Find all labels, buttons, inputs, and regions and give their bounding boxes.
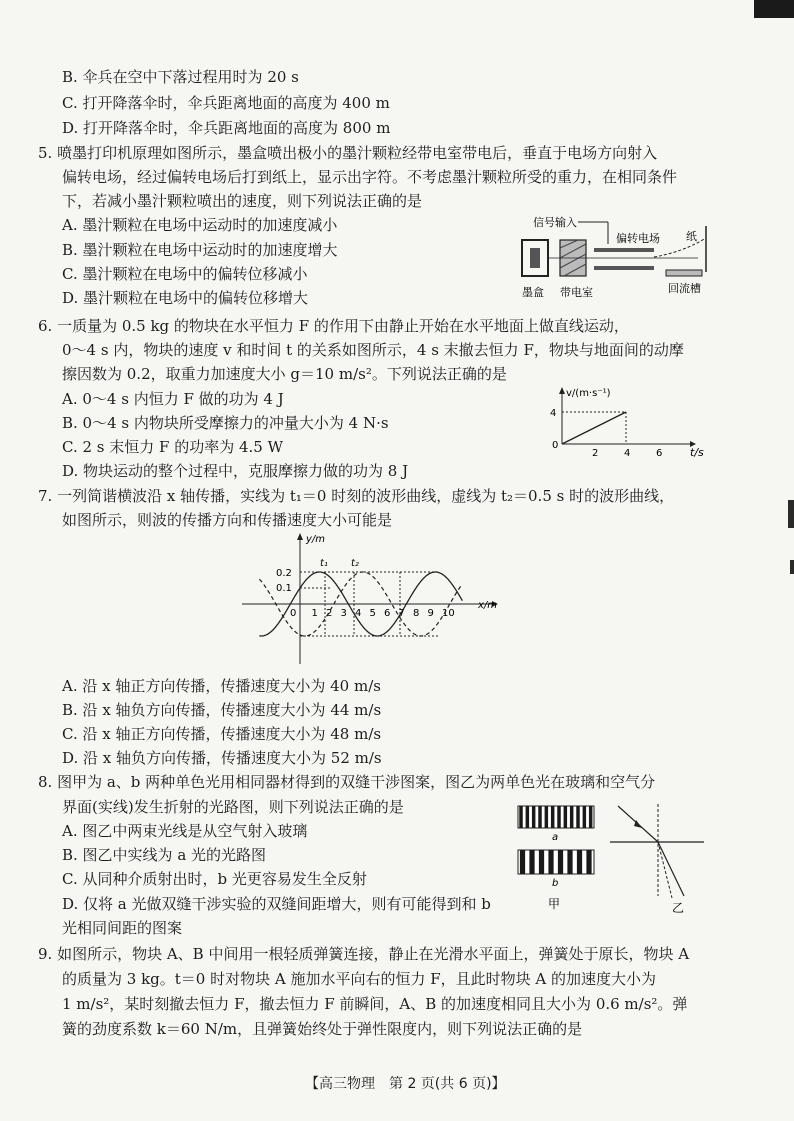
tick-x-1: 1 [311, 608, 318, 619]
q6-option-c: C. 2 s 末恒力 F 的功率为 4.5 W [62, 438, 284, 456]
dark-fringe [577, 850, 582, 874]
dark-fringe [519, 806, 522, 828]
scan-edge-mark [790, 560, 794, 574]
dark-fringe [583, 806, 586, 828]
return-gutter-label: 回流槽 [668, 282, 701, 295]
q6-stem: 0～4 s 内，物块的速度 v 和时间 t 的关系如图所示，4 s 末撤去恒力 F，物块与地面间的动摩 [62, 341, 684, 359]
tick-x-4: 4 [355, 608, 362, 619]
scan-edge-mark [788, 500, 794, 528]
velocity-time-graph [540, 384, 720, 464]
q6-stem: 擦因数为 0.2，取重力加速度大小 g＝10 m/s²。下列说法正确的是 [62, 365, 507, 383]
q9-stem: 1 m/s²，某时刻撤去恒力 F，撤去恒力 F 前瞬间，A、B 的加速度相同且大小为 0.6 m/s²。弹 [62, 995, 688, 1013]
q7-option-b: B. 沿 x 轴负方向传播，传播速度大小为 44 m/s [62, 701, 382, 719]
inkjet-printer-figure [508, 212, 718, 304]
dark-fringe [576, 806, 579, 828]
q8-option-c: C. 从同种介质射出时，b 光更容易发生全反射 [62, 870, 367, 888]
dark-fringe [545, 806, 548, 828]
tick-y-01: 0.1 [276, 583, 292, 594]
q6-stem: 6. 一质量为 0.5 kg 的物块在水平恒力 F 的作用下由静止开始在水平地面上做直线运动， [38, 317, 629, 335]
tick-x-3: 3 [340, 608, 347, 619]
charging-chamber-label: 带电室 [560, 286, 593, 299]
q8-stem: 界面(实线)发生折射的光路图，则下列说法正确的是 [62, 798, 404, 816]
solid-ray [658, 842, 684, 896]
dark-fringe [589, 806, 592, 828]
page-footer: 【高三物理 第 2 页(共 6 页)】 [305, 1076, 506, 1092]
velocity-line [562, 412, 626, 444]
q5-stem: 5. 喷墨打印机原理如图所示，墨盒喷出极小的墨汁颗粒经带电室带电后，垂直于电场方向射入 [38, 144, 658, 162]
q8-option-d: 光相同间距的图案 [62, 919, 183, 937]
q5-option-a: A. 墨汁颗粒在电场中运动时的加速度减小 [62, 216, 338, 234]
dark-fringe [529, 850, 534, 874]
tick-t-2: 2 [592, 448, 599, 459]
figure-yi-label: 乙 [672, 901, 685, 915]
dark-fringe [532, 806, 535, 828]
wave-graph [240, 530, 510, 670]
q8-option-a: A. 图乙中两束光线是从空气射入玻璃 [62, 822, 308, 840]
t1-label: t₁ [320, 558, 328, 569]
tick-x-9: 9 [427, 608, 434, 619]
q9-stem: 的质量为 3 kg。t＝0 时对物块 A 施加水平向右的恒力 F，且此时物块 A 的加速度大小为 [62, 970, 657, 988]
tick-t-6: 6 [656, 448, 663, 459]
q4-option-c: C. 打开降落伞时，伞兵距离地面的高度为 400 m [62, 94, 390, 112]
q7-stem: 7. 一列简谐横波沿 x 轴传播，实线为 t₁＝0 时刻的波形曲线，虚线为 t₂＝0.5 s 时的波形曲线， [38, 487, 675, 505]
q4-option-d: D. 打开降落伞时，伞兵距离地面的高度为 800 m [62, 119, 391, 137]
q9-stem: 簧的劲度系数 k＝60 N/m，且弹簧始终处于弹性限度内，则下列说法正确的是 [62, 1020, 583, 1038]
q9-stem: 9. 如图所示，物块 A、B 中间用一根轻质弹簧连接，静止在光滑水平面上，弹簧处于原长，物块 A [38, 945, 690, 963]
deflection-plate [594, 266, 654, 270]
origin-label: 0 [290, 608, 297, 619]
fringe-pattern-a [518, 806, 594, 828]
dark-fringe [570, 806, 573, 828]
t-axis-label: t/s [690, 446, 704, 459]
dashed-ray [658, 842, 672, 898]
q5-stem: 偏转电场，经过偏转电场后打到纸上，显示出字符。不考虑墨汁颗粒所受的重力，在相同条件 [62, 168, 678, 186]
tick-x-10: 10 [442, 608, 455, 619]
deflection-plate [594, 248, 654, 252]
dark-fringe [526, 806, 529, 828]
q7-option-c: C. 沿 x 轴正方向传播，传播速度大小为 48 m/s [62, 725, 382, 743]
q7-option-a: A. 沿 x 轴正方向传播，传播速度大小为 40 m/s [62, 677, 381, 695]
tick-x-5: 5 [369, 608, 376, 619]
fringe-b-label: b [552, 878, 559, 889]
dark-fringe [557, 806, 560, 828]
q7-stem: 如图所示，则波的传播方向和传播速度大小可能是 [62, 511, 393, 529]
ink-box-label: 墨盒 [522, 286, 544, 299]
q8-option-d: D. 仅将 a 光做双缝干涉实验的双缝间距增大，则有可能得到和 b [62, 895, 491, 913]
tick-t-4: 4 [624, 448, 631, 459]
dark-fringe [567, 850, 572, 874]
tick-x-7: 7 [398, 608, 405, 619]
fringe-a-label: a [552, 832, 559, 843]
tick-x-6: 6 [384, 608, 391, 619]
q8-stem: 8. 图甲为 a、b 两种单色光用相同器材得到的双缝干涉图案，图乙为两单色光在玻璃和空气分 [38, 773, 656, 791]
q6-option-a: A. 0～4 s 内恒力 F 做的功为 4 J [62, 390, 284, 408]
t2-label: t₂ [351, 558, 359, 569]
x-axis-label: x/m [478, 600, 498, 611]
scan-corner-mark [754, 0, 794, 18]
q5-stem: 下，若减小墨汁颗粒喷出的速度，则下列说法正确的是 [62, 192, 423, 210]
return-gutter [666, 270, 702, 276]
q4-option-b: B. 伞兵在空中下落过程用时为 20 s [62, 68, 299, 86]
paper-label: 纸 [686, 230, 697, 243]
dark-fringe [539, 850, 544, 874]
dark-fringe [548, 850, 553, 874]
v-axis-label: v/(m·s⁻¹) [566, 388, 611, 399]
deflection-field-label: 偏转电场 [616, 232, 660, 245]
dark-fringe [564, 806, 567, 828]
dark-fringe [538, 806, 541, 828]
q5-option-c: C. 墨汁颗粒在电场中的偏转位移减小 [62, 265, 308, 283]
dark-fringe [520, 850, 525, 874]
tick-y-02: 0.2 [276, 568, 292, 579]
dark-fringe [586, 850, 591, 874]
q5-option-d: D. 墨汁颗粒在电场中的偏转位移增大 [62, 289, 309, 307]
figure-jia-label: 甲 [548, 897, 561, 911]
q6-option-b: B. 0～4 s 内物块所受摩擦力的冲量大小为 4 N·s [62, 414, 389, 432]
dark-fringe [558, 850, 563, 874]
tick-x-8: 8 [413, 608, 420, 619]
signal-input-label: 信号输入 [533, 216, 577, 229]
q7-option-d: D. 沿 x 轴负方向传播，传播速度大小为 52 m/s [62, 749, 382, 767]
tick-x-2: 2 [326, 608, 333, 619]
dark-fringe [551, 806, 554, 828]
origin-label: 0 [552, 440, 559, 451]
interference-refraction-figure [508, 800, 708, 918]
tick-v-4: 4 [550, 408, 557, 419]
q6-option-d: D. 物块运动的整个过程中，克服摩擦力做的功为 8 J [62, 462, 409, 480]
q5-option-b: B. 墨汁颗粒在电场中运动时的加速度增大 [62, 241, 338, 259]
y-axis-label: y/m [306, 534, 326, 545]
q8-option-b: B. 图乙中实线为 a 光的光路图 [62, 846, 267, 864]
